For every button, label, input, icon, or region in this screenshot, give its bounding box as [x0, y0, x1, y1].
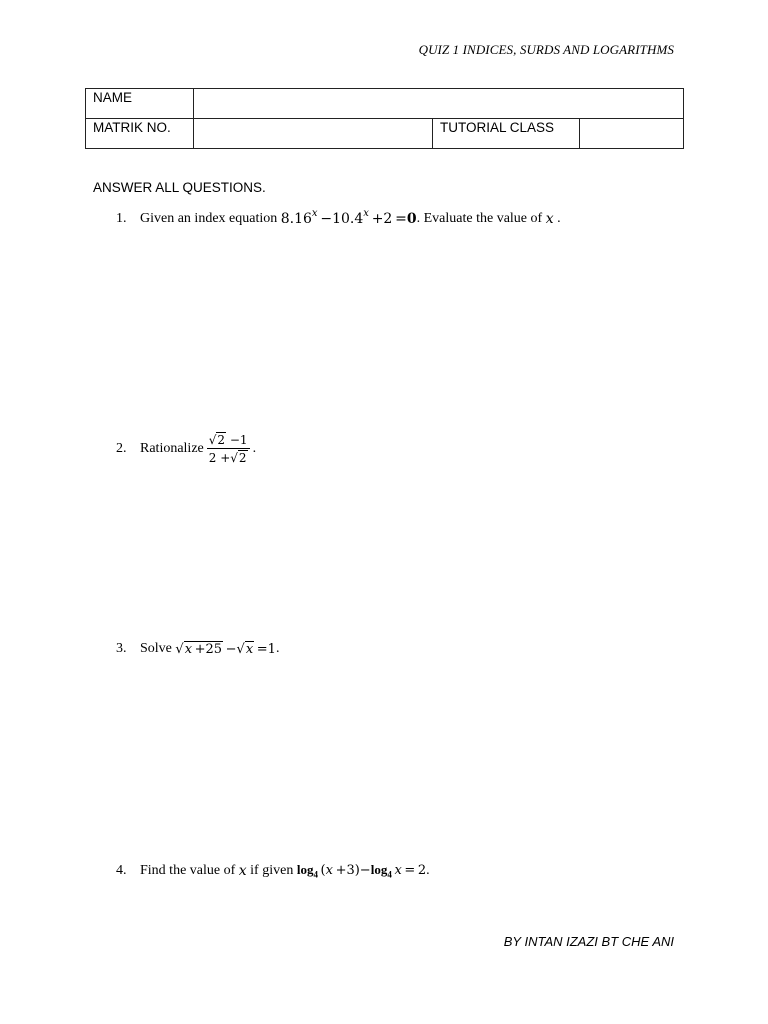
question-prefix: Given an index equation — [140, 211, 278, 226]
question-suffix: . Evaluate the value of — [416, 211, 543, 226]
question-middle: if given — [250, 862, 294, 878]
fraction-numerator: √2 −1 — [208, 433, 248, 447]
question-number: 3. — [116, 641, 127, 656]
question-end: . — [275, 641, 280, 656]
variable-x: x — [238, 862, 247, 879]
question-number: 4. — [116, 862, 127, 878]
index-equation: $8.16^x -10.4^x +2 =0$ — [280, 208, 417, 227]
fraction-denominator: 2 +√2 — [208, 451, 247, 465]
name-label: NAME — [86, 89, 194, 119]
name-field[interactable] — [194, 89, 684, 119]
instruction: ANSWER ALL QUESTIONS. — [93, 180, 266, 195]
quiz-title: QUIZ 1 INDICES, SURDS AND LOGARITHMS — [418, 42, 674, 57]
student-info-table — [85, 88, 684, 149]
question-1 — [116, 208, 561, 227]
matrik-field[interactable] — [194, 119, 433, 149]
matrik-label: MATRIK NO. — [86, 119, 194, 149]
question-end: . — [252, 440, 257, 456]
fraction — [207, 432, 250, 465]
question-end: . — [557, 211, 561, 226]
question-3 — [116, 641, 279, 657]
question-prefix: Find the value of — [140, 862, 236, 878]
question-prefix: Solve — [140, 641, 172, 656]
variable-x: x — [545, 211, 554, 227]
tutorial-class-field[interactable] — [580, 119, 684, 149]
surd-equation: √x +25 −√x =1 — [175, 642, 276, 657]
question-number: 2. — [116, 440, 127, 456]
question-2 — [116, 432, 256, 465]
question-4 — [116, 862, 430, 880]
tutorial-class-label: TUTORIAL CLASS — [433, 119, 580, 149]
question-number: 1. — [116, 211, 127, 226]
log-equation: $\log_4 (x +3)-\log_4$ x = 2 — [296, 862, 427, 880]
question-end: . — [426, 862, 430, 878]
author-footer: BY INTAN IZAZI BT CHE ANI — [503, 934, 674, 949]
question-prefix: Rationalize — [140, 440, 204, 456]
